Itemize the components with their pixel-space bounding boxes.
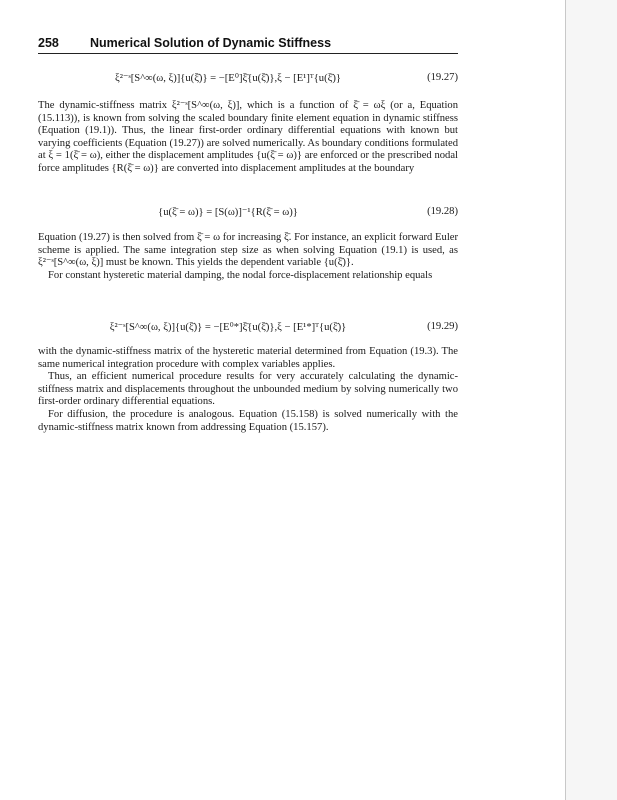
equation-body: ξ²⁻ˢ[S^∞(ω, ξ)]{u(ξ̄)} = −[E⁰]ξ̄{u(ξ̄)},ξ − [E¹]ᵀ{u(ξ̄)} bbox=[115, 73, 341, 84]
equation-label: (19.27) bbox=[427, 72, 458, 83]
paragraph-block-3 bbox=[38, 346, 458, 434]
running-header bbox=[38, 36, 458, 50]
equation-body: ξ²⁻ˢ[S^∞(ω, ξ)]{u(ξ̄)} = −[E⁰*]ξ̄{u(ξ̄)},ξ − [E¹*]ᵀ{u(ξ̄)} bbox=[109, 322, 347, 333]
page-number: 258 bbox=[38, 36, 59, 50]
equation-label: (19.29) bbox=[427, 321, 458, 332]
paragraph-block-2 bbox=[38, 232, 458, 282]
paragraph: Equation (19.27) is then solved from ξ̄ = ω for increasing ξ̄. For instance, an explicit forward Euler scheme is applied. The same integration step size as when solving Equation (19.1) is used, as ξ²⁻ˢ[S^∞(ω, ξ)] must be known. This yields the dependent variable {u(ξ̄)}. bbox=[38, 232, 458, 269]
paragraph: For constant hysteretic material damping, the nodal force-displacement relationship equals bbox=[48, 269, 433, 281]
equation-19-27 bbox=[38, 72, 458, 86]
paragraph: with the dynamic-stiffness matrix of the hysteretic material determined from Equation (19.3). The same numerical integration procedure with complex variables applies. bbox=[38, 346, 458, 370]
paragraph: Thus, an efficient numerical procedure results for very accurately calculating the dynamic-stiffness matrix and displacements throughout the unbounded medium by solving numerically two first-order ordinary differential equations. bbox=[38, 371, 458, 408]
running-title: Numerical Solution of Dynamic Stiffness bbox=[90, 36, 332, 50]
header-rule bbox=[38, 53, 458, 54]
equation-body: {u(ξ̄ = ω)} = [S(ω)]⁻¹{R(ξ̄ = ω)} bbox=[158, 207, 298, 218]
equation-19-28 bbox=[38, 206, 458, 220]
equation-19-29 bbox=[38, 321, 458, 335]
paragraph: The dynamic-stiffness matrix ξ²⁻ˢ[S^∞(ω, ξ)], which is a function of ξ̄ = ωξ (or a, Equation (15.113)), is known from solving the scaled boundary finite element equation in dynamic stiffness (Equation (19.1)). Thus, the linear first-order ordinary differential equations with known but varying coefficients (Equation (19.27)) are solved numerically. As boundary conditions formulated at ξ = 1(ξ̄ = ω), either the displacement amplitudes {u(ξ̄ = ω)} are enforced or the prescribed nodal force amplitudes {R(ξ̄ = ω)} are converted into displacement amplitudes at the boundary bbox=[38, 100, 458, 174]
paragraph-block-1 bbox=[38, 100, 458, 176]
equation-label: (19.28) bbox=[427, 206, 458, 217]
viewer-side-panel bbox=[565, 0, 617, 800]
paragraph: For diffusion, the procedure is analogous. Equation (15.158) is solved numerically with the dynamic-stiffness matrix known from addressing Equation (15.157). bbox=[38, 408, 458, 433]
